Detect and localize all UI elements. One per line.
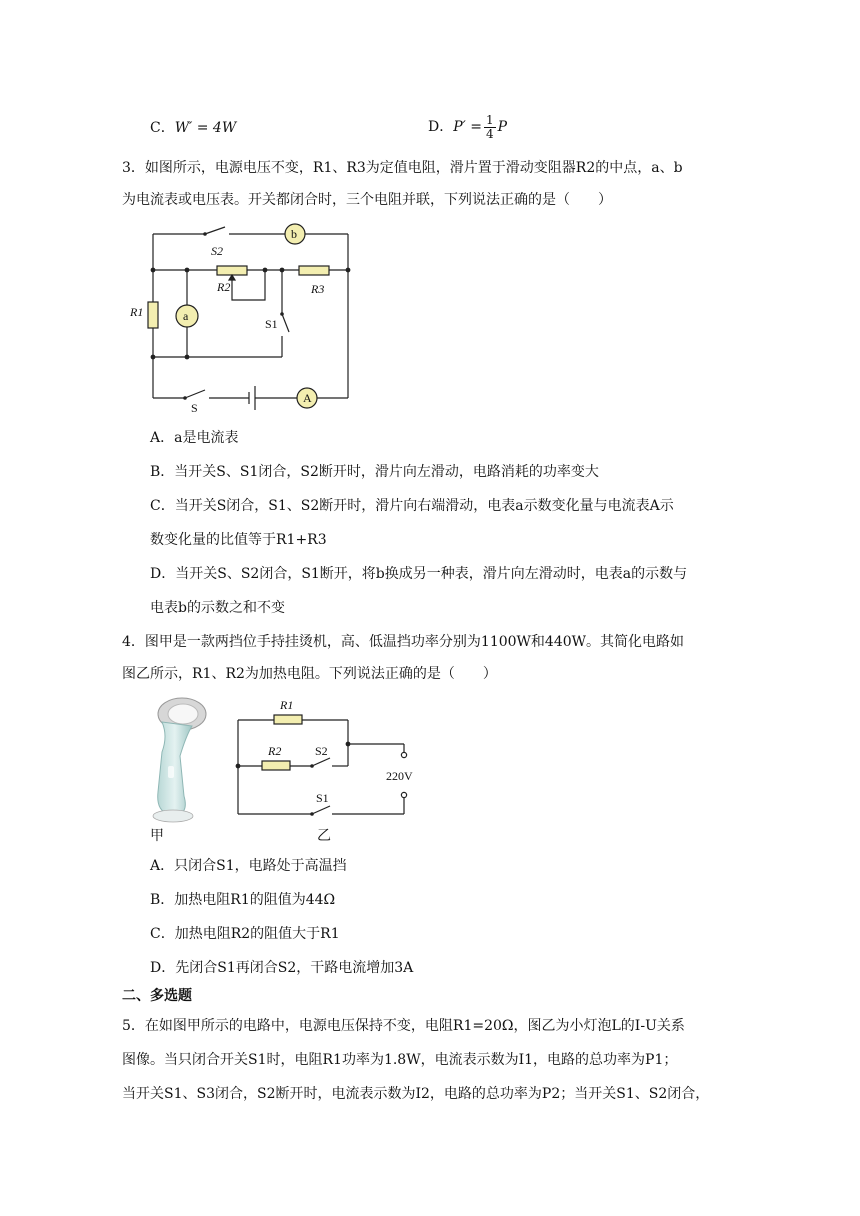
q3-option-d-line2: 电表b的示数之和不变 <box>150 600 285 616</box>
q4-option-a: A．只闭合S1，电路处于高温挡 <box>150 858 347 874</box>
meter-a-label: a <box>183 309 189 323</box>
label-r2: R2 <box>217 280 231 294</box>
q5-stem-line3: 当开关S1、S3闭合，S2断开时，电流表示数为I2，电路的总功率为P2；当开关S1、S2闭合， <box>122 1086 710 1102</box>
meter-b-label: b <box>291 227 297 241</box>
label-s1: S1 <box>265 317 278 331</box>
q2-option-d: D．P′ = $\frac{1}{4}$ P <box>428 112 508 141</box>
q3-option-c-line1: C．当开关S闭合，S1、S2断开时，滑片向右端滑动，电表a示数变化量与电流表A示 <box>150 498 674 514</box>
label-r1: R1 <box>280 698 294 712</box>
label-r1: R1 <box>130 305 144 319</box>
q4-stem-line2: 图乙所示，R1、R2为加热电阻。下列说法正确的是（ ） <box>122 666 497 682</box>
label-s1: S1 <box>316 791 329 805</box>
q4-option-c: C．加热电阻R2的阻值大于R1 <box>150 926 340 942</box>
label-r2: R2 <box>268 744 282 758</box>
label-voltage: 220V <box>386 769 413 783</box>
label-s: S <box>191 401 198 412</box>
q3-option-a: A．a是电流表 <box>150 430 239 446</box>
label-r3: R3 <box>311 282 325 296</box>
q3-option-b: B．当开关S、S1闭合，S2断开时，滑片向左滑动，电路消耗的功率变大 <box>150 464 599 480</box>
meter-A-label: A <box>303 391 312 405</box>
q3-stem-line2: 为电流表或电压表。开关都闭合时，三个电阻并联，下列说法正确的是（ ） <box>122 192 612 208</box>
q4-option-d: D．先闭合S1再闭合S2，干路电流增加3A <box>150 960 414 976</box>
fraction: $\frac{1}{4}$ <box>486 112 494 141</box>
q2-option-c-expr: W′ = 4W <box>174 120 237 136</box>
label-s2: S2 <box>315 744 328 758</box>
q4-stem-line1: 4．图甲是一款两挡位手持挂烫机，高、低温挡功率分别为1100W和440W。其简化电路如 <box>122 634 685 650</box>
q3-stem-line1: 3．如图所示，电源电压不变，R1、R3为定值电阻，滑片置于滑动变阻器R2的中点，a、b <box>122 160 683 176</box>
label-jia: 甲 <box>150 828 164 844</box>
steamer-illustration <box>128 696 218 826</box>
label-yi: 乙 <box>317 828 331 844</box>
section-title: 二、多选题 <box>122 988 192 1004</box>
q2-option-c: C．W′ = 4W <box>150 120 237 136</box>
label-s2: S2 <box>211 244 223 258</box>
q4-option-b: B．加热电阻R1的阻值为44Ω <box>150 892 336 908</box>
q3-option-c-line2: 数变化量的比值等于R1+R3 <box>150 532 327 548</box>
q5-stem-line1: 5．在如图甲所示的电路中，电源电压保持不变，电阻R1=20Ω，图乙为小灯泡L的I-U关系 <box>122 1018 685 1034</box>
q3-circuit-diagram <box>125 222 365 412</box>
q3-option-d-line1: D．当开关S、S2闭合，S1断开，将b换成另一种表，滑片向左滑动时，电表a的示数与 <box>150 566 688 582</box>
q5-stem-line2: 图像。当只闭合开关S1时，电阻R1功率为1.8W，电流表示数为I1，电路的总功率为P1； <box>122 1052 678 1068</box>
q4-circuit-diagram <box>226 694 426 822</box>
